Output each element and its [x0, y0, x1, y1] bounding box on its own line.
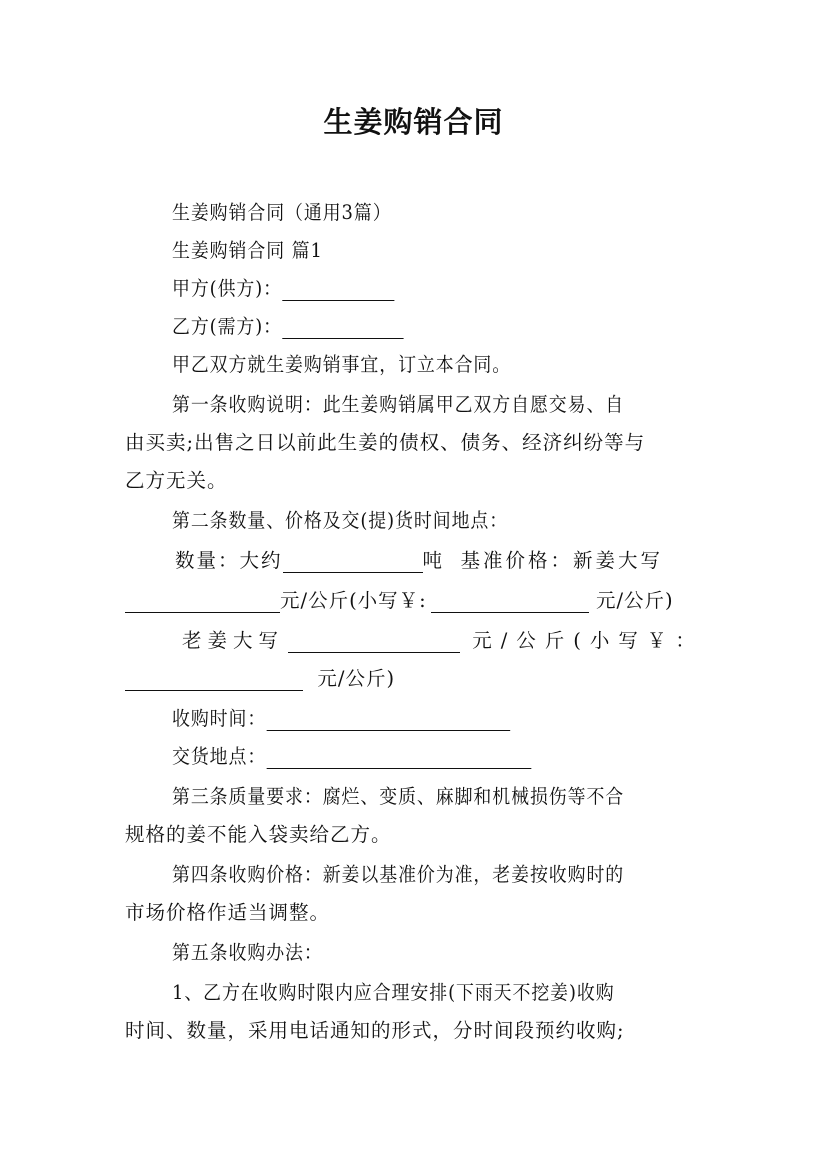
- quantity-line: [175, 542, 705, 580]
- delivery-place-label: 交货地点：: [172, 745, 267, 768]
- party-b-label: 乙方(需方)：: [172, 315, 283, 338]
- quantity-label: 数量：大约: [175, 549, 283, 572]
- old-ginger-unit-close: 元/公斤): [317, 667, 396, 690]
- article-1-line-2: 由买卖;出售之日以前此生姜的债权、债务、经济纠纷等与: [125, 431, 646, 454]
- old-ginger-price-line: [182, 622, 705, 660]
- base-price-label: 基准价格：新姜大写: [460, 549, 663, 572]
- delivery-place-blank[interactable]: [266, 744, 531, 769]
- quantity-blank[interactable]: [283, 548, 423, 573]
- item-1-line-1: 1、乙方在收购时限内应合理安排(下雨天不挖姜)收购: [172, 981, 615, 1004]
- quantity-unit: 吨: [422, 549, 445, 572]
- old-ginger-price-line-2: [125, 660, 705, 698]
- party-b-blank[interactable]: [282, 314, 403, 339]
- article-3-line-2: 规格的姜不能入袋卖给乙方。: [125, 823, 392, 846]
- article-1-line-3: 乙方无关。: [125, 469, 228, 492]
- article-4-line-2: 市场价格作适当调整。: [125, 901, 331, 924]
- new-ginger-lower-blank[interactable]: [431, 588, 589, 613]
- party-b-line: [172, 308, 705, 346]
- intro-paragraph: 甲乙双方就生姜购销事宜，订立本合同。: [172, 353, 512, 376]
- purchase-time-blank[interactable]: [266, 706, 510, 731]
- old-ginger-upper-blank[interactable]: [288, 628, 460, 653]
- delivery-place-line: [172, 738, 705, 776]
- new-ginger-upper-blank[interactable]: [125, 588, 280, 613]
- article-4-line-1: 第四条收购价格：新姜以基准价为准，老姜按收购时的: [172, 863, 625, 886]
- new-ginger-unit-close: 元/公斤): [595, 589, 674, 612]
- old-ginger-lower-blank[interactable]: [125, 666, 303, 691]
- article-5-heading: 第五条收购办法：: [172, 941, 323, 964]
- new-ginger-unit: 元/公斤(小写￥:: [280, 589, 427, 612]
- party-a-label: 甲方(供方)：: [172, 277, 283, 300]
- contract-heading: 生姜购销合同（通用3篇）: [172, 201, 392, 224]
- article-1-line-1: 第一条收购说明：此生姜购销属甲乙双方自愿交易、自: [172, 393, 625, 416]
- part-heading: 生姜购销合同 篇1: [172, 239, 323, 262]
- document-title: 生姜购销合同: [323, 105, 504, 139]
- new-ginger-price-line: [125, 582, 705, 620]
- item-1-line-2: 时间、数量，采用电话通知的形式，分时间段预约收购;: [125, 1019, 625, 1042]
- article-2-heading: 第二条数量、价格及交(提)货时间地点：: [172, 509, 509, 532]
- article-3-line-1: 第三条质量要求：腐烂、变质、麻脚和机械损伤等不合: [172, 785, 625, 808]
- old-ginger-unit: 元/公斤(小写￥：: [472, 629, 704, 652]
- purchase-time-label: 收购时间：: [172, 707, 267, 730]
- purchase-time-line: [172, 700, 705, 738]
- old-ginger-label: 老姜大写: [182, 629, 285, 652]
- party-a-blank[interactable]: [282, 276, 394, 301]
- party-a-line: [172, 270, 705, 308]
